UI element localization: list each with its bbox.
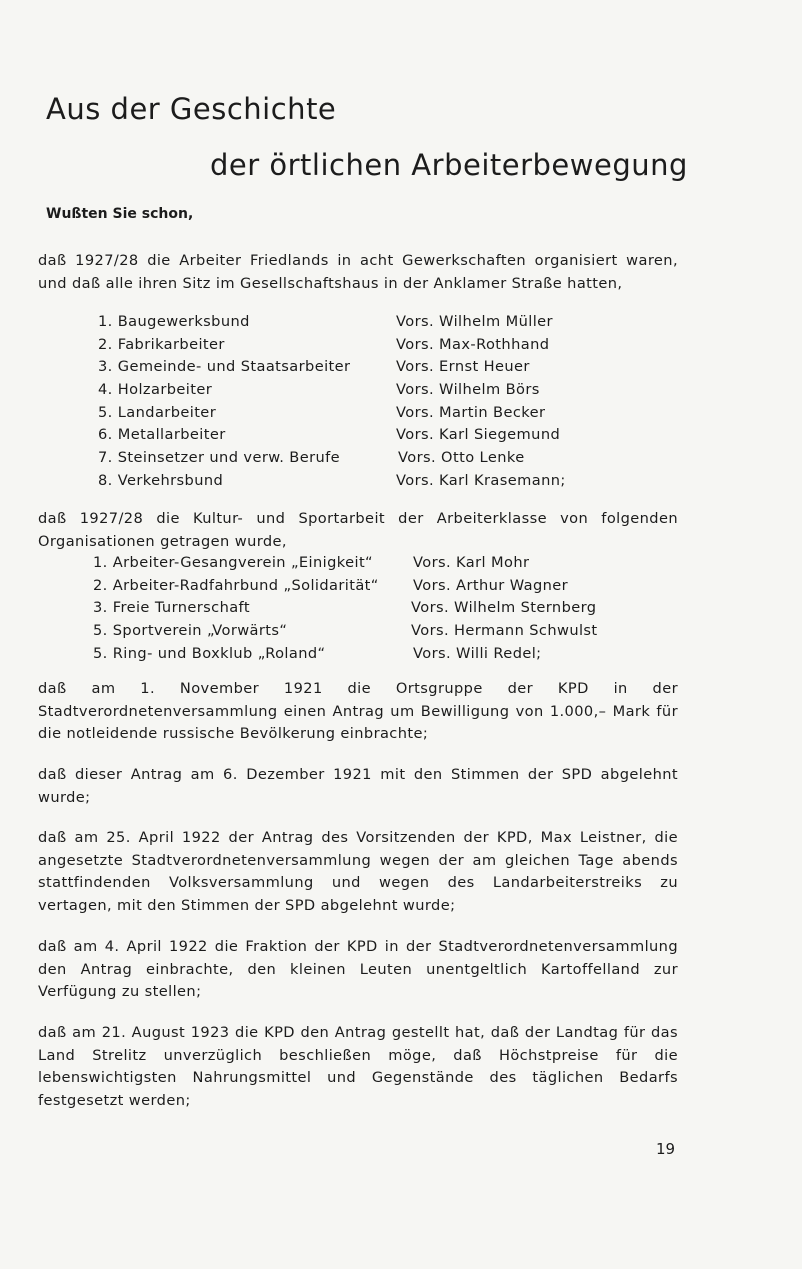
paragraph-culture-intro: daß 1927/28 die Kultur- und Sportarbeit der Arbeiterklasse von folgenden Organisationen getragen wurde, <box>38 510 678 550</box>
list-item <box>98 379 618 402</box>
list-item <box>93 552 633 575</box>
list-item <box>98 402 618 425</box>
intro-heading: Wußten Sie schon, <box>46 206 194 222</box>
list-item <box>98 447 618 470</box>
organization-chair: Vors. Wilhelm Sternberg <box>411 599 597 617</box>
union-chair: Vors. Karl Krasemann; <box>396 471 566 489</box>
union-chair: Vors. Martin Becker <box>396 403 546 421</box>
unions-list <box>98 311 618 493</box>
union-chair: Vors. Otto Lenke <box>398 449 525 467</box>
union-name: 7. Steinsetzer und verw. Berufe <box>98 449 341 467</box>
union-chair: Vors. Karl Siegemund <box>396 426 561 444</box>
union-name: 5. Landarbeiter <box>98 403 217 421</box>
list-item <box>98 470 618 493</box>
organizations-list <box>93 552 633 665</box>
paragraph-april-25-1922: daß am 25. April 1922 der Antrag des Vorsitzenden der KPD, Max Leistner, die angesetzte Stadtverordnetenversammlung wegen der am gleichen Tage abends stattfindenden Volksversammlung und wegen des Landarbeiterstreiks zu vertagen, mit den Stimmen der SPD abgelehnt wurde; <box>38 829 678 914</box>
organization-chair: Vors. Arthur Wagner <box>413 576 569 594</box>
organization-chair: Vors. Karl Mohr <box>413 554 530 571</box>
organization-name: 3. Freie Turnerschaft <box>93 599 250 617</box>
list-item <box>93 643 633 666</box>
paragraph-december-1921: daß dieser Antrag am 6. Dezember 1921 mit den Stimmen der SPD abgelehnt wurde; <box>38 766 678 806</box>
list-item <box>93 575 633 598</box>
page-number: 19 <box>656 1140 676 1158</box>
organization-name: 5. Ring- und Boxklub „Roland“ <box>93 644 326 662</box>
union-chair: Vors. Wilhelm Börs <box>396 381 540 399</box>
union-name: 3. Gemeinde- und Staatsarbeiter <box>98 358 351 376</box>
list-item <box>98 311 618 334</box>
union-name: 4. Holzarbeiter <box>98 381 213 399</box>
union-chair: Vors. Wilhelm Müller <box>396 313 553 330</box>
page-title-line2: der örtlichen Arbeiterbewegung <box>210 148 688 182</box>
organization-chair: Vors. Willi Redel; <box>413 644 542 662</box>
paragraph-november-1921: daß am 1. November 1921 die Ortsgruppe der KPD in der Stadtverordnetenversammlung einen Antrag um Bewilligung von 1.000,– Mark für die notleidende russische Bevölkerung einbrachte; <box>38 680 678 742</box>
union-chair: Vors. Ernst Heuer <box>396 358 530 376</box>
list-item <box>98 424 618 447</box>
organization-name: 2. Arbeiter-Radfahrbund „Solidarität“ <box>93 576 379 594</box>
list-item <box>98 356 618 379</box>
list-item <box>93 620 633 643</box>
page-title-line1: Aus der Geschichte <box>46 92 337 126</box>
paragraph-april-4-1922: daß am 4. April 1922 die Fraktion der KPD in der Stadtverordnetenversammlung den Antrag einbrachte, den kleinen Leuten unentgeltlich Kartoffelland zur Verfügung zu stellen; <box>38 938 678 1000</box>
list-item <box>98 334 618 357</box>
organization-chair: Vors. Hermann Schwulst <box>411 622 598 640</box>
union-name: 2. Fabrikarbeiter <box>98 335 225 353</box>
union-name: 8. Verkehrsbund <box>98 471 224 489</box>
union-name: 1. Baugewerksbund <box>98 313 250 330</box>
union-name: 6. Metallarbeiter <box>98 426 226 444</box>
paragraph-august-1923: daß am 21. August 1923 die KPD den Antrag gestellt hat, daß der Landtag für das Land Strelitz unverzüglich beschließen möge, daß Höchstpreise für die lebenswichtigsten Nahrungsmittel und Gegenstände des täglichen Bedarfs festgesetzt werden; <box>38 1024 678 1109</box>
organization-name: 1. Arbeiter-Gesangverein „Einigkeit“ <box>93 554 374 571</box>
paragraph-unions-intro: daß 1927/28 die Arbeiter Friedlands in acht Gewerkschaften organisiert waren, und daß alle ihren Sitz im Gesellschaftshaus in der Anklamer Straße hatten, <box>38 252 678 292</box>
organization-name: 5. Sportverein „Vorwärts“ <box>93 622 288 640</box>
union-chair: Vors. Max-Rothhand <box>396 335 550 353</box>
list-item <box>93 597 633 620</box>
